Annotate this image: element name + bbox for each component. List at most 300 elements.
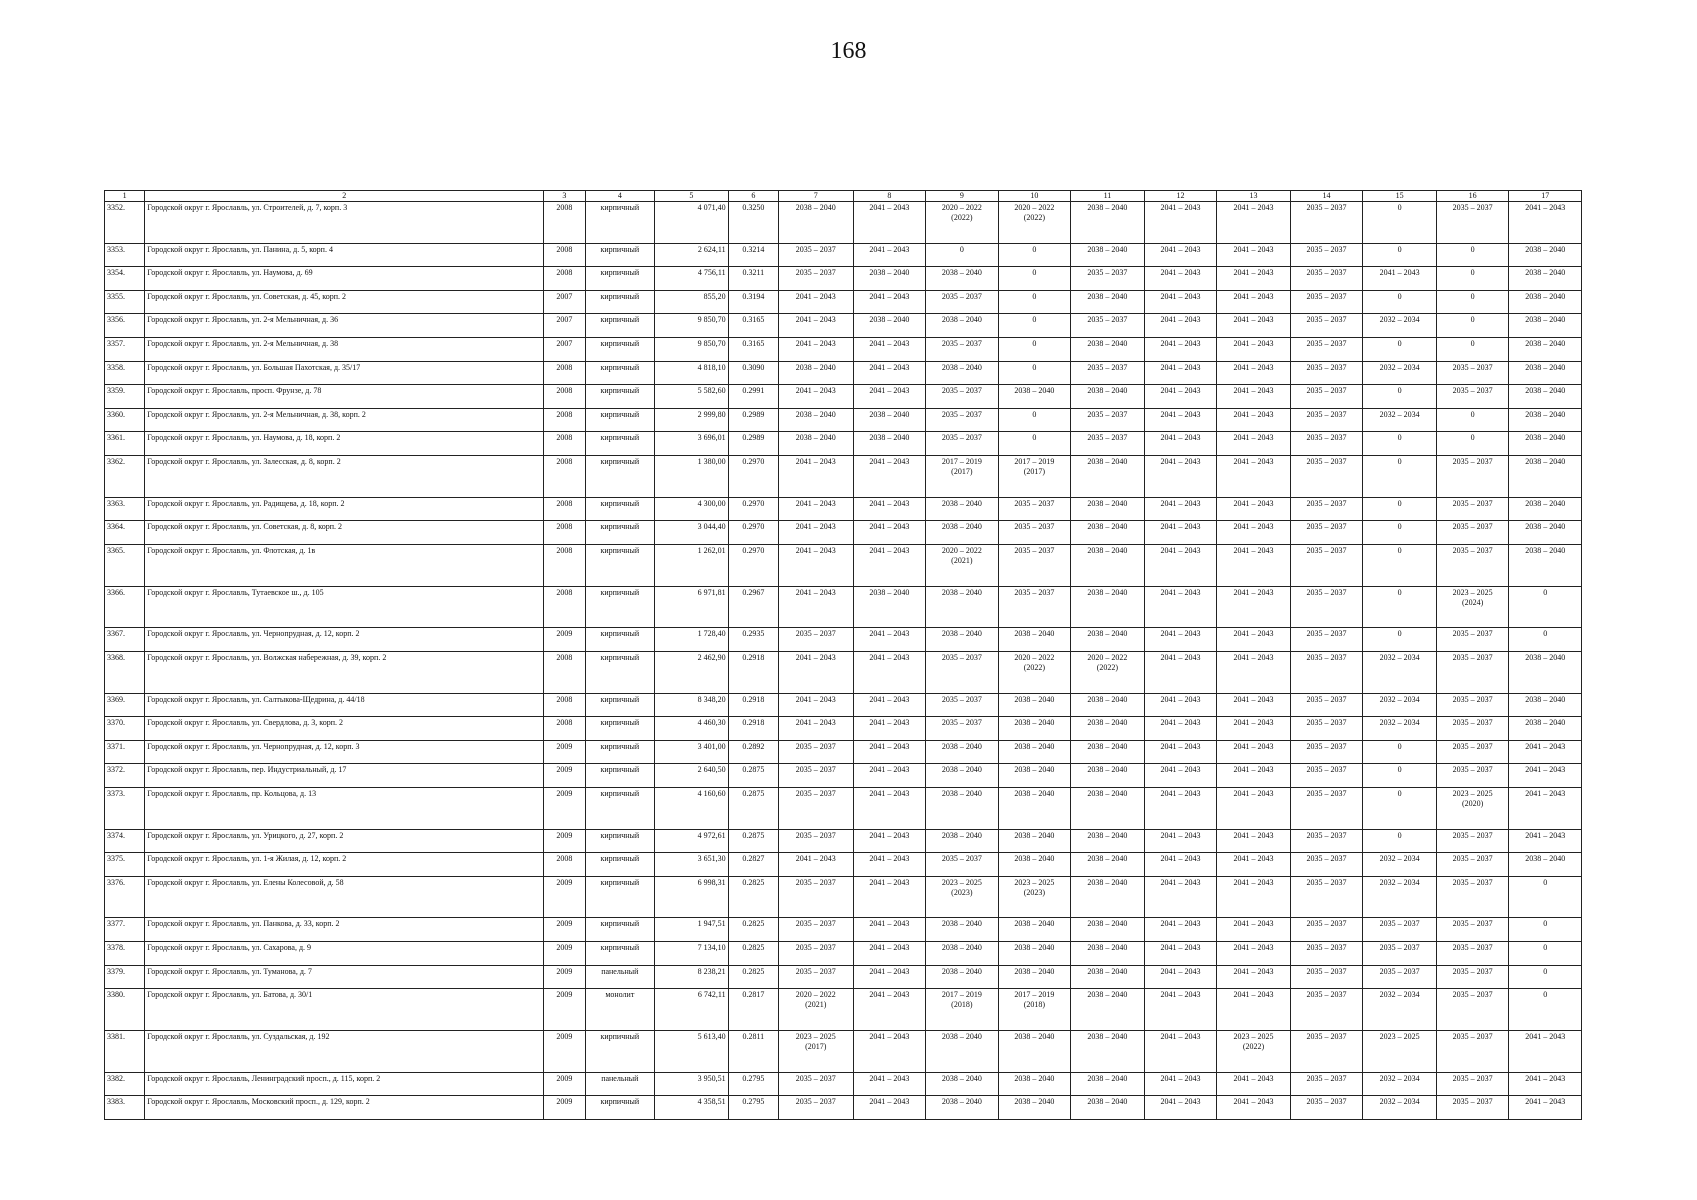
table-cell: 2038 – 2040 [1509,338,1582,362]
table-row [105,544,1582,586]
column-header-14: 14 [1290,191,1363,202]
table-cell: 0.2811 [728,1030,778,1072]
table-cell: 2041 – 2043 [1217,628,1291,652]
table-cell: 0.2970 [728,521,778,545]
table-cell: 2032 – 2034 [1363,989,1437,1031]
table-cell: 2035 – 2037 [779,942,854,966]
table-cell: 2035 – 2037 [926,432,999,456]
table-cell: 2041 – 2043 [853,918,926,942]
table-cell: 2038 – 2040 [926,740,999,764]
column-header-3: 3 [544,191,585,202]
table-cell: 2041 – 2043 [1217,651,1291,693]
table-cell: 2038 – 2040 [998,942,1071,966]
table-cell: 2041 – 2043 [1217,829,1291,853]
table-row [105,918,1582,942]
table-row [105,853,1582,877]
table-cell: 2035 – 2037 [1290,521,1363,545]
table-cell: 4 358,51 [655,1096,729,1120]
table-cell: Городской округ г. Ярославль, ул. Панина, д. 5, корп. 4 [145,243,544,267]
table-cell: кирпичный [585,717,655,741]
table-cell: Городской округ г. Ярославль, Московский просп., д. 129, корп. 2 [145,1096,544,1120]
table-cell: 0.3250 [728,202,778,244]
table-cell: 0.2825 [728,942,778,966]
column-header-17: 17 [1509,191,1582,202]
table-row [105,314,1582,338]
table-cell: 0 [998,267,1071,291]
table-cell: 0 [1509,586,1582,628]
table-cell: кирпичный [585,314,655,338]
table-cell: 2041 – 2043 [1144,965,1217,989]
table-cell: 3364. [105,521,145,545]
table-cell: 2038 – 2040 [1071,497,1145,521]
table-row [105,1072,1582,1096]
table-cell: 2038 – 2040 [1071,829,1145,853]
table-row [105,1096,1582,1120]
table-cell: 2038 – 2040 [1509,521,1582,545]
table-row [105,693,1582,717]
table-cell: 2038 – 2040 [926,787,999,829]
table-cell: 2035 – 2037 [998,497,1071,521]
table-cell: 0.2875 [728,764,778,788]
table-cell: 2041 – 2043 [1217,243,1291,267]
table-cell: 2041 – 2043 [779,693,854,717]
table-cell: 2038 – 2040 [853,267,926,291]
table-cell: 2035 – 2037 [1436,989,1509,1031]
table-row [105,965,1582,989]
table-cell: 2038 – 2040 [998,1072,1071,1096]
table-cell: 2038 – 2040 [926,942,999,966]
table-cell: Городской округ г. Ярославль, Тутаевское ш., д. 105 [145,586,544,628]
table-cell: 2035 – 2037 [1290,853,1363,877]
table-cell: 0 [1509,942,1582,966]
table-cell: Городской округ г. Ярославль, ул. Наумова, д. 18, корп. 2 [145,432,544,456]
table-cell: 2041 – 2043 [779,717,854,741]
table-cell: 2008 [544,408,585,432]
table-cell: 2017 – 2019 (2017) [998,455,1071,497]
table-cell: 3365. [105,544,145,586]
table-cell: 0 [1363,202,1437,244]
table-cell: Городской округ г. Ярославль, пер. Индустриальный, д. 17 [145,764,544,788]
table-cell: 2038 – 2040 [1071,942,1145,966]
table-cell: 2041 – 2043 [1144,497,1217,521]
table-cell: 2041 – 2043 [1217,853,1291,877]
table-cell: 2035 – 2037 [998,544,1071,586]
table-cell: 2041 – 2043 [1144,338,1217,362]
table-cell: 2041 – 2043 [1217,693,1291,717]
table-cell: 2035 – 2037 [1290,764,1363,788]
table-cell: 2041 – 2043 [1217,385,1291,409]
table-cell: кирпичный [585,829,655,853]
table-cell: 2041 – 2043 [853,740,926,764]
table-cell: 2035 – 2037 [779,243,854,267]
table-cell: 2038 – 2040 [1071,455,1145,497]
table-row [105,290,1582,314]
table-cell: 0.2970 [728,544,778,586]
table-cell: 2038 – 2040 [998,740,1071,764]
table-cell: 2038 – 2040 [1509,408,1582,432]
table-cell: 3355. [105,290,145,314]
table-cell: 2035 – 2037 [1363,942,1437,966]
column-header-9: 9 [926,191,999,202]
table-row [105,586,1582,628]
table-cell: 0 [998,432,1071,456]
table-cell: 4 160,60 [655,787,729,829]
table-cell: 3354. [105,267,145,291]
table-cell: кирпичный [585,497,655,521]
table-cell: 2035 – 2037 [1436,385,1509,409]
table-cell: 2041 – 2043 [1144,521,1217,545]
table-cell: 2041 – 2043 [1217,544,1291,586]
column-header-7: 7 [779,191,854,202]
table-cell: 2041 – 2043 [1509,740,1582,764]
table-cell: 0.2935 [728,628,778,652]
table-cell: 2032 – 2034 [1363,853,1437,877]
table-cell: 2041 – 2043 [853,455,926,497]
table-cell: 2035 – 2037 [1436,965,1509,989]
table-cell: 2035 – 2037 [1436,497,1509,521]
column-header-8: 8 [853,191,926,202]
table-cell: 0 [1363,764,1437,788]
table-cell: 0 [998,338,1071,362]
table-cell: Городской округ г. Ярославль, ул. Чернопрудная, д. 12, корп. 2 [145,628,544,652]
table-cell: Городской округ г. Ярославль, ул. Строителей, д. 7, корп. 3 [145,202,544,244]
table-row [105,243,1582,267]
table-cell: 2041 – 2043 [853,202,926,244]
table-cell: 2035 – 2037 [926,717,999,741]
table-cell: 2041 – 2043 [779,385,854,409]
table-cell: 2041 – 2043 [1144,1072,1217,1096]
column-header-5: 5 [655,191,729,202]
table-cell: 2032 – 2034 [1363,1096,1437,1120]
table-cell: 3371. [105,740,145,764]
table-cell: 0.3165 [728,338,778,362]
table-body [105,202,1582,1120]
table-cell: 2035 – 2037 [926,408,999,432]
table-cell: 2041 – 2043 [1144,989,1217,1031]
table-cell: 0.2918 [728,693,778,717]
table-cell: 6 971,81 [655,586,729,628]
table-cell: 2041 – 2043 [779,586,854,628]
table-cell: 0 [1436,290,1509,314]
table-cell: 2008 [544,651,585,693]
table-cell: 2041 – 2043 [1217,497,1291,521]
table-cell: 4 300,00 [655,497,729,521]
table-cell: 2032 – 2034 [1363,1072,1437,1096]
table-cell: 2041 – 2043 [1144,455,1217,497]
table-cell: 4 818,10 [655,361,729,385]
table-cell: 3 950,51 [655,1072,729,1096]
table-cell: 2038 – 2040 [1071,764,1145,788]
table-cell: 0 [1436,267,1509,291]
table-cell: 7 134,10 [655,942,729,966]
table-cell: 2008 [544,544,585,586]
table-cell: 2035 – 2037 [779,829,854,853]
table-cell: кирпичный [585,764,655,788]
table-cell: 0 [1363,586,1437,628]
table-cell: 2038 – 2040 [1509,693,1582,717]
table-cell: 2009 [544,764,585,788]
table-cell: 2041 – 2043 [1144,651,1217,693]
table-cell: Городской округ г. Ярославль, ул. Советская, д. 8, корп. 2 [145,521,544,545]
table-cell: Городской округ г. Ярославль, ул. Флотская, д. 1в [145,544,544,586]
table-cell: 2041 – 2043 [1144,586,1217,628]
table-cell: 2041 – 2043 [1144,829,1217,853]
table-cell: 3360. [105,408,145,432]
table-cell: 2041 – 2043 [853,717,926,741]
table-cell: 2041 – 2043 [1144,432,1217,456]
table-cell: 2008 [544,361,585,385]
table-cell: 2 462,90 [655,651,729,693]
table-cell: 2035 – 2037 [1290,717,1363,741]
table-cell: 2035 – 2037 [998,521,1071,545]
table-cell: 2041 – 2043 [779,338,854,362]
table-cell: 2041 – 2043 [1144,628,1217,652]
table-row [105,628,1582,652]
table-cell: кирпичный [585,586,655,628]
table-cell: 2008 [544,693,585,717]
table-cell: 2041 – 2043 [1217,338,1291,362]
table-cell: 4 756,11 [655,267,729,291]
table-cell: кирпичный [585,338,655,362]
table-cell: 2041 – 2043 [1217,876,1291,918]
table-cell: 0 [1436,408,1509,432]
table-cell: 2023 – 2025 (2017) [779,1030,854,1072]
table-cell: Городской округ г. Ярославль, ул. Чернопрудная, д. 12, корп. 3 [145,740,544,764]
table-cell: кирпичный [585,853,655,877]
table-cell: 0.3214 [728,243,778,267]
table-cell: 2041 – 2043 [1217,408,1291,432]
table-row [105,942,1582,966]
table-cell: 0 [926,243,999,267]
table-cell: 2038 – 2040 [1071,1096,1145,1120]
table-cell: 3353. [105,243,145,267]
table-cell: 0.2795 [728,1072,778,1096]
table-cell: 2032 – 2034 [1363,651,1437,693]
table-cell: 0 [1363,432,1437,456]
table-cell: 2041 – 2043 [1144,1096,1217,1120]
table-cell: 2041 – 2043 [1144,853,1217,877]
table-cell: 0 [998,361,1071,385]
table-cell: 2035 – 2037 [1436,544,1509,586]
table-cell: 2035 – 2037 [926,385,999,409]
page-number: 168 [830,38,867,64]
column-header-12: 12 [1144,191,1217,202]
table-cell: 5 613,40 [655,1030,729,1072]
table-cell: 2038 – 2040 [853,314,926,338]
table-cell: 2035 – 2037 [1290,455,1363,497]
table-cell: 2035 – 2037 [1436,1072,1509,1096]
table-cell: кирпичный [585,740,655,764]
table-cell: 2020 – 2022 (2021) [926,544,999,586]
table-cell: 6 742,11 [655,989,729,1031]
table-cell: 8 238,21 [655,965,729,989]
table-cell: 2041 – 2043 [853,497,926,521]
table-cell: 2038 – 2040 [1071,989,1145,1031]
table-cell: 0.2918 [728,717,778,741]
table-cell: 2041 – 2043 [1217,717,1291,741]
table-cell: 2017 – 2019 (2018) [926,989,999,1031]
table-cell: 2038 – 2040 [998,918,1071,942]
table-cell: кирпичный [585,544,655,586]
table-cell: 2038 – 2040 [1071,202,1145,244]
table-cell: 2035 – 2037 [1290,829,1363,853]
table-cell: Городской округ г. Ярославль, ул. 2-я Мельничная, д. 38 [145,338,544,362]
table-cell: 2035 – 2037 [1436,918,1509,942]
table-cell: 2035 – 2037 [1436,361,1509,385]
table-cell: 2038 – 2040 [1509,432,1582,456]
table-cell: 6 998,31 [655,876,729,918]
table-cell: 2041 – 2043 [1217,586,1291,628]
table-cell: 2038 – 2040 [853,408,926,432]
table-cell: 8 348,20 [655,693,729,717]
table-cell: 0.2827 [728,853,778,877]
table-cell: 2035 – 2037 [779,965,854,989]
table-cell: 0 [1363,544,1437,586]
table-cell: 0 [1363,455,1437,497]
table-cell: 2041 – 2043 [853,853,926,877]
table-cell: 2035 – 2037 [1290,965,1363,989]
table-cell: 2038 – 2040 [1071,717,1145,741]
table-cell: 2038 – 2040 [998,1030,1071,1072]
table-cell: 2035 – 2037 [1290,408,1363,432]
table-cell: 2038 – 2040 [926,965,999,989]
table-cell: 2041 – 2043 [1144,918,1217,942]
table-cell: 3382. [105,1072,145,1096]
table-cell: 2041 – 2043 [853,942,926,966]
table-cell: 2035 – 2037 [1290,693,1363,717]
table-cell: Городской округ г. Ярославль, ул. 1-я Жилая, д. 12, корп. 2 [145,853,544,877]
table-cell: 2035 – 2037 [1436,942,1509,966]
table-cell: 2038 – 2040 [1509,544,1582,586]
table-cell: Городской округ г. Ярославль, ул. Наумова, д. 69 [145,267,544,291]
table-cell: 2009 [544,787,585,829]
table-cell: Городской округ г. Ярославль, ул. Советская, д. 45, корп. 2 [145,290,544,314]
table-cell: 2009 [544,942,585,966]
table-cell: 2035 – 2037 [1290,1096,1363,1120]
table-cell: 0.2892 [728,740,778,764]
table-cell: 0 [998,290,1071,314]
table-cell: 2038 – 2040 [1071,521,1145,545]
table-cell: 2041 – 2043 [853,1030,926,1072]
table-cell: кирпичный [585,455,655,497]
table-cell: 0.3194 [728,290,778,314]
table-cell: кирпичный [585,243,655,267]
table-cell: 3363. [105,497,145,521]
table-cell: 2038 – 2040 [998,764,1071,788]
table-cell: 2035 – 2037 [926,338,999,362]
table-cell: 2008 [544,455,585,497]
table-cell: 2035 – 2037 [926,853,999,877]
table-cell: 2038 – 2040 [779,408,854,432]
table-cell: 0 [998,314,1071,338]
table-cell: 2041 – 2043 [853,385,926,409]
table-row [105,361,1582,385]
table-cell: 2041 – 2043 [1144,314,1217,338]
table-cell: 2035 – 2037 [1071,361,1145,385]
table-cell: 2035 – 2037 [779,267,854,291]
table-cell: 2041 – 2043 [1217,521,1291,545]
table-cell: 2035 – 2037 [1290,338,1363,362]
table-cell: 2035 – 2037 [1363,965,1437,989]
table-cell: 3358. [105,361,145,385]
table-cell: 2038 – 2040 [1071,740,1145,764]
table-cell: 2041 – 2043 [1144,267,1217,291]
table-cell: 2038 – 2040 [926,497,999,521]
table-cell: 2032 – 2034 [1363,876,1437,918]
table-row [105,876,1582,918]
table-cell: 2038 – 2040 [926,918,999,942]
table-cell: 2041 – 2043 [853,290,926,314]
table-cell: 2038 – 2040 [1071,628,1145,652]
table-cell: 2008 [544,385,585,409]
table-cell: 1 380,00 [655,455,729,497]
table-cell: 2041 – 2043 [1144,787,1217,829]
table-cell: кирпичный [585,651,655,693]
table-cell: 2035 – 2037 [1363,918,1437,942]
table-cell: 2041 – 2043 [779,497,854,521]
table-cell: 2038 – 2040 [998,853,1071,877]
table-cell: 0.2825 [728,965,778,989]
table-cell: 3376. [105,876,145,918]
table-cell: 1 728,40 [655,628,729,652]
table-cell: 2035 – 2037 [1290,586,1363,628]
table-row [105,408,1582,432]
table-cell: 2038 – 2040 [998,829,1071,853]
table-cell: 2041 – 2043 [1509,764,1582,788]
table-cell: 2035 – 2037 [779,787,854,829]
table-cell: Городской округ г. Ярославль, ул. Панкова, д. 33, корп. 2 [145,918,544,942]
table-cell: 2032 – 2034 [1363,314,1437,338]
table-cell: Городской округ г. Ярославль, ул. Елены Колесовой, д. 58 [145,876,544,918]
table-cell: 2038 – 2040 [779,432,854,456]
table-cell: 2041 – 2043 [853,1096,926,1120]
table-cell: 2038 – 2040 [1509,385,1582,409]
table-cell: 2035 – 2037 [1290,243,1363,267]
table-cell: 2035 – 2037 [998,586,1071,628]
table-cell: 0.2875 [728,787,778,829]
table-cell: 2041 – 2043 [779,290,854,314]
table-cell: 2038 – 2040 [998,965,1071,989]
table-cell: Городской округ г. Ярославль, ул. Сахарова, д. 9 [145,942,544,966]
table-cell: 2020 – 2022 (2022) [1071,651,1145,693]
table-cell: 2038 – 2040 [1071,853,1145,877]
table-cell: 2041 – 2043 [853,989,926,1031]
table-cell: 2041 – 2043 [853,829,926,853]
table-cell: 0 [1509,965,1582,989]
table-cell: 2035 – 2037 [779,740,854,764]
table-cell: 0 [1436,243,1509,267]
table-cell: 2007 [544,338,585,362]
table-cell: 2007 [544,290,585,314]
table-cell: 2038 – 2040 [926,314,999,338]
table-cell: 2041 – 2043 [1217,267,1291,291]
table-cell: 2035 – 2037 [1071,408,1145,432]
table-cell: 2038 – 2040 [926,1072,999,1096]
table-cell: 2023 – 2025 [1363,1030,1437,1072]
table-cell: 2035 – 2037 [779,1096,854,1120]
table-cell: 0 [1363,521,1437,545]
table-cell: 2035 – 2037 [779,628,854,652]
table-cell: 2041 – 2043 [1144,693,1217,717]
table-cell: 2035 – 2037 [1290,385,1363,409]
table-cell: 2041 – 2043 [1144,942,1217,966]
table-cell: 2038 – 2040 [1071,243,1145,267]
table-cell: 2038 – 2040 [1071,1072,1145,1096]
table-cell: кирпичный [585,942,655,966]
table-cell: 2041 – 2043 [853,876,926,918]
table-row [105,829,1582,853]
table-row [105,497,1582,521]
